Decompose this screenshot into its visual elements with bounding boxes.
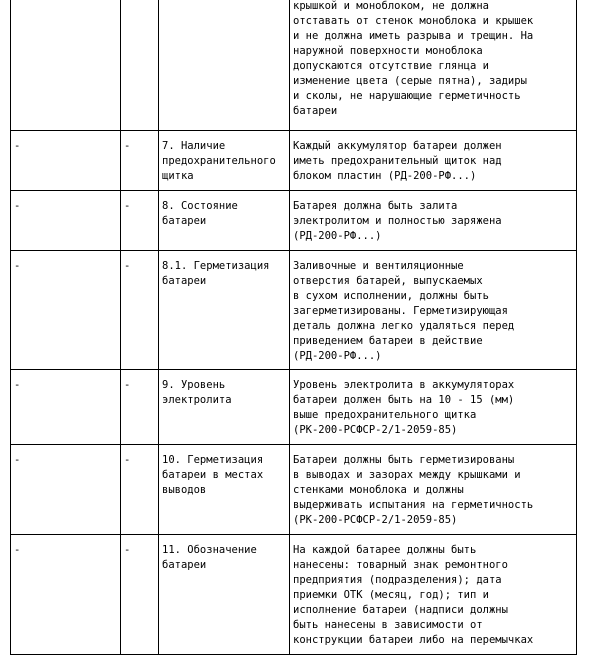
row-name-cell: 8.1. Герметизация батареи: [159, 251, 290, 370]
row-col2-cell: -: [121, 191, 159, 251]
table-row: [11, 0, 577, 131]
row-name-cell: 7. Наличие предохранительного щитка: [159, 131, 290, 191]
row-requirement-cell: Уровень электролита в аккумуляторах батареи должен быть на 10 - 15 (мм) выше предохранительного щитка (РК-200-РСФСР-2/1-2059-85): [290, 370, 577, 445]
row-col1-cell: [11, 0, 121, 131]
table-row: [11, 370, 577, 445]
row-name-cell: 11. Обозначение батареи: [159, 535, 290, 655]
table-row: [11, 535, 577, 655]
row-col2-cell: -: [121, 251, 159, 370]
row-requirement-cell: Заливочные и вентиляционные отверстия батарей, выпускаемых в сухом исполнении, должны быть загерметизированы. Герметизирующая деталь должна легко удаляться перед приведением батареи в действие (РД-200-РФ...): [290, 251, 577, 370]
row-requirement-cell: На каждой батарее должны быть нанесены: товарный знак ремонтного предприятия (подразделения); дата приемки ОТК (месяц, год); тип и исполнение батареи (надписи должны быть нанесены в зависимости от конструкции батареи либо на перемычках: [290, 535, 577, 655]
row-name-cell: 9. Уровень электролита: [159, 370, 290, 445]
requirements-table: [10, 0, 577, 655]
row-col2-cell: -: [121, 370, 159, 445]
table-row: [11, 251, 577, 370]
row-col1-cell: -: [11, 370, 121, 445]
row-col1-cell: -: [11, 445, 121, 535]
row-col2-cell: -: [121, 445, 159, 535]
row-col2-cell: [121, 0, 159, 131]
row-requirement-cell: Батареи должны быть герметизированы в выводах и зазорах между крышками и стенками моноблока и должны выдерживать испытания на герметичность (РК-200-РСФСР-2/1-2059-85): [290, 445, 577, 535]
row-col1-cell: -: [11, 131, 121, 191]
row-col2-cell: -: [121, 535, 159, 655]
row-col2-cell: -: [121, 131, 159, 191]
row-requirement-cell: крышкой и моноблоком, не должна отставать от стенок моноблока и крышек и не должна иметь разрыва и трещин. На наружной поверхности моноблока допускаются отсутствие глянца и изменение цвета (серые пятна), задиры и сколы, не нарушающие герметичность батареи: [290, 0, 577, 131]
row-name-cell: [159, 0, 290, 131]
row-requirement-cell: Батарея должна быть залита электролитом и полностью заряжена (РД-200-РФ...): [290, 191, 577, 251]
row-col1-cell: -: [11, 535, 121, 655]
table-row: [11, 191, 577, 251]
table-row: [11, 131, 577, 191]
row-name-cell: 10. Герметизация батареи в местах выводов: [159, 445, 290, 535]
row-col1-cell: -: [11, 251, 121, 370]
row-name-cell: 8. Состояние батареи: [159, 191, 290, 251]
row-requirement-cell: Каждый аккумулятор батареи должен иметь предохранительный щиток над блоком пластин (РД-200-РФ...): [290, 131, 577, 191]
row-col1-cell: -: [11, 191, 121, 251]
table-row: [11, 445, 577, 535]
